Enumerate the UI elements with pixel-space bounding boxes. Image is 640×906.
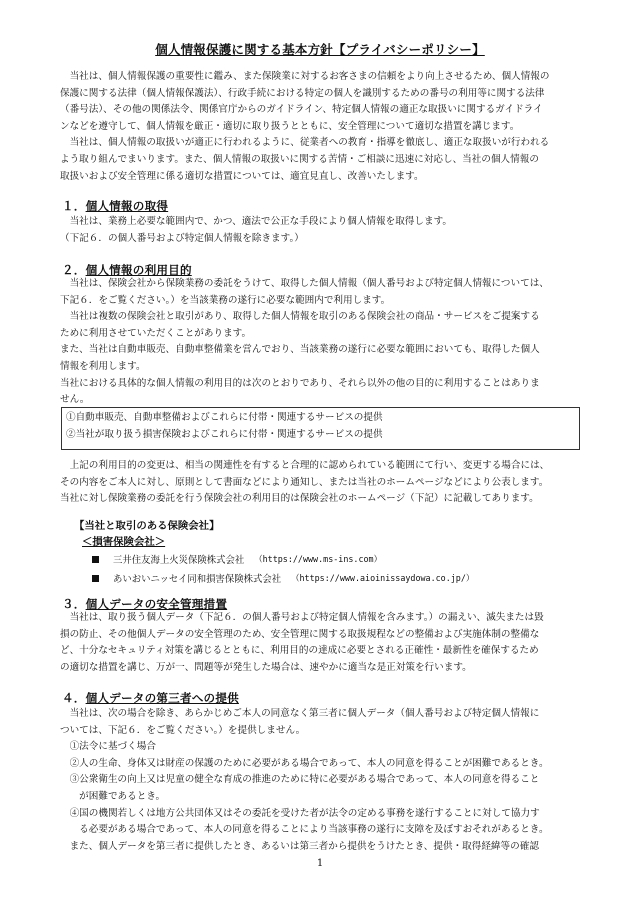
section-number: ２． [62,263,86,277]
body-line: 当社は複数の保険会社と取引があり、取得した個人情報を取引のある保険会社の商品・サービスをご提案する [60,311,540,323]
page-title: 個人情報保護に関する基本方針【プライバシーポリシー】 [155,42,485,57]
insurer-item [92,552,382,566]
body-line: 当社に対し保険業務の委託を行う保険会社の利用目的は保険会社のホームページ（下記）に記載してあります。 [60,493,539,505]
body-line: せん。 [60,394,90,406]
intro-line: 保護に関する法律（個人情報保護法）、行政手続における特定の個人を識別するための番号の利用等に関する法律 [60,87,545,99]
intro-line: 当社は、個人情報保護の重要性に鑑み、また保険業に対するお客さまの信頼をより向上させるため、個人情報の [60,71,550,82]
body-line: る必要がある場合であって、本人の同意を得ることにより当該事務の遂行に支障を及ぼすおそれがあるとき。 [60,824,549,836]
intro-line: （番号法）、その他の関係法令、関係官庁からのガイドライン、特定個人情報の適正な取扱いに関するガイドライ [60,104,543,116]
section-title: 個人情報の利用目的 [85,263,192,277]
intro-line: 取扱いおよび安全管理に係る適切な措置については、適宜見直し、改善いたします。 [60,170,424,182]
body-line: ど、十分なセキュリティ対策を講じるとともに、利用目的の達成に必要とされる正確性・最新性を確保するため [60,645,539,657]
section-4-heading [62,690,239,706]
body-line: が困難であるとき。 [60,790,166,802]
body-line: ④国の機関若しくは地方公共団体又はその委託を受けた者が法令の定める事務を遂行することに対して協力す [60,807,540,819]
section-1-heading [62,198,168,214]
insurer-name: 三井住友海上火災保険株式会社 [113,555,245,566]
purpose-list [66,410,383,443]
body-line: 当社は、業務上必要な範囲内で、かつ、適法で公正な手段により個人情報を取得します。 [60,216,452,227]
body-line: （下記６．の個人番号および特定個人情報を除きます。） [60,232,304,244]
section-title: 個人情報の取得 [85,199,169,213]
section-4-body [60,706,584,855]
body-line: また、当社は自動車販売、自動車整備業を営んでおり、当該業務の遂行に必要な範囲においても、取得した個人 [60,344,540,356]
section-number: １． [62,199,86,213]
body-line: 当社は、保険会社から保険業務の委託をうけて、取得した個人情報（個人番号および特定個人情報については、 [60,278,549,289]
section-number: ４． [62,691,86,705]
section-number: ３． [62,597,86,611]
insurer-url: （https://www.ms-ins.com） [254,554,382,564]
body-line: また、個人データを第三者に提供したとき、あるいは第三者から提供をうけたとき、提供・取得経緯等の確認 [60,840,539,852]
body-line: ①法令に基づく場合 [60,741,156,753]
intro-paragraph [60,69,584,185]
purpose-item: ①自動車販売、自動車整備およびこれらに付帯・関連するサービスの提供 [66,412,383,423]
section-title: 個人データの安全管理措置 [85,597,228,611]
body-line: ③公衆衛生の向上又は児童の健全な育成の推進のために特に必要がある場合であって、本人の同意を得ること [60,774,540,786]
body-line: 情報を利用します。 [60,360,146,372]
section-3-body [60,610,584,676]
body-line: 上記の利用目的の変更は、相当の関連性を有すると合理的に認められている範囲にて行い、変更する場合には、 [60,460,550,471]
insurer-item [92,571,474,585]
section-title: 個人データの第三者への提供 [85,691,239,705]
body-line: の適切な措置を講じ、万が一、問題等が発生した場合は、速やかに適当な是正対策を行います。 [60,661,472,673]
intro-line: よう取り組んでまいります。また、個人情報の取扱いに関する苦情・ご相談に迅速に対応し、当社の個人情報の [60,153,539,165]
insurers-subheading: ＜損害保険会社＞ [82,536,166,548]
body-line: 当社は、取り扱う個人データ（下記６．の個人番号および特定個人情報を含みます。）の漏えい、滅失または毀 [60,612,544,623]
square-bullet-icon [92,575,99,582]
insurers-heading: 【当社と取引のある保険会社】 [74,520,220,532]
purpose-item: ②当社が取り扱う損害保険およびこれらに付帯・関連するサービスの提供 [66,428,383,440]
insurer-name: あいおいニッセイ同和損害保険株式会社 [113,574,282,585]
intro-line: ンなどを遵守して、個人情報を厳正・適切に取り扱うとともに、安全管理について適切な措置を講じます。 [60,120,520,132]
section-2-after [60,458,584,508]
body-line: 損の防止、その他個人データの安全管理のため、安全管理に関する取扱規程などの整備および実施体制の整備な [60,628,540,640]
body-line: ついては、下記６．をご覧ください。）を提供しません。 [60,724,306,736]
section-1-body [60,214,584,247]
body-line: 下記６．をご覧ください。）を当該業務の遂行に必要な範囲内で利用します。 [60,294,391,306]
intro-line: 当社は、個人情報の取扱いが適正に行われるように、従業者への教育・指導を徹底し、適正な取扱いが行われる [60,137,550,149]
body-line: 当社は、次の場合を除き、あらかじめご本人の同意なく第三者に個人データ（個人番号および特定個人情報に [60,708,540,719]
body-line: その内容をご本人に対し、原則として書面などにより通知し、または当社のホームページなどにより公表します。 [60,476,549,488]
section-2-body [60,276,584,409]
page-number: 1 [316,858,324,869]
body-line: ために利用させていただくことがあります。 [60,327,252,339]
insurer-url: （https://www.aioinissaydowa.co.jp/） [291,573,475,583]
body-line: ②人の生命、身体又は財産の保護のために必要がある場合であって、本人の同意を得ることが困難であるとき。 [60,757,549,769]
body-line: 当社における具体的な個人情報の利用目的は次のとおりであり、それら以外の他の目的に利用することはありま [60,377,540,389]
square-bullet-icon [92,556,99,563]
